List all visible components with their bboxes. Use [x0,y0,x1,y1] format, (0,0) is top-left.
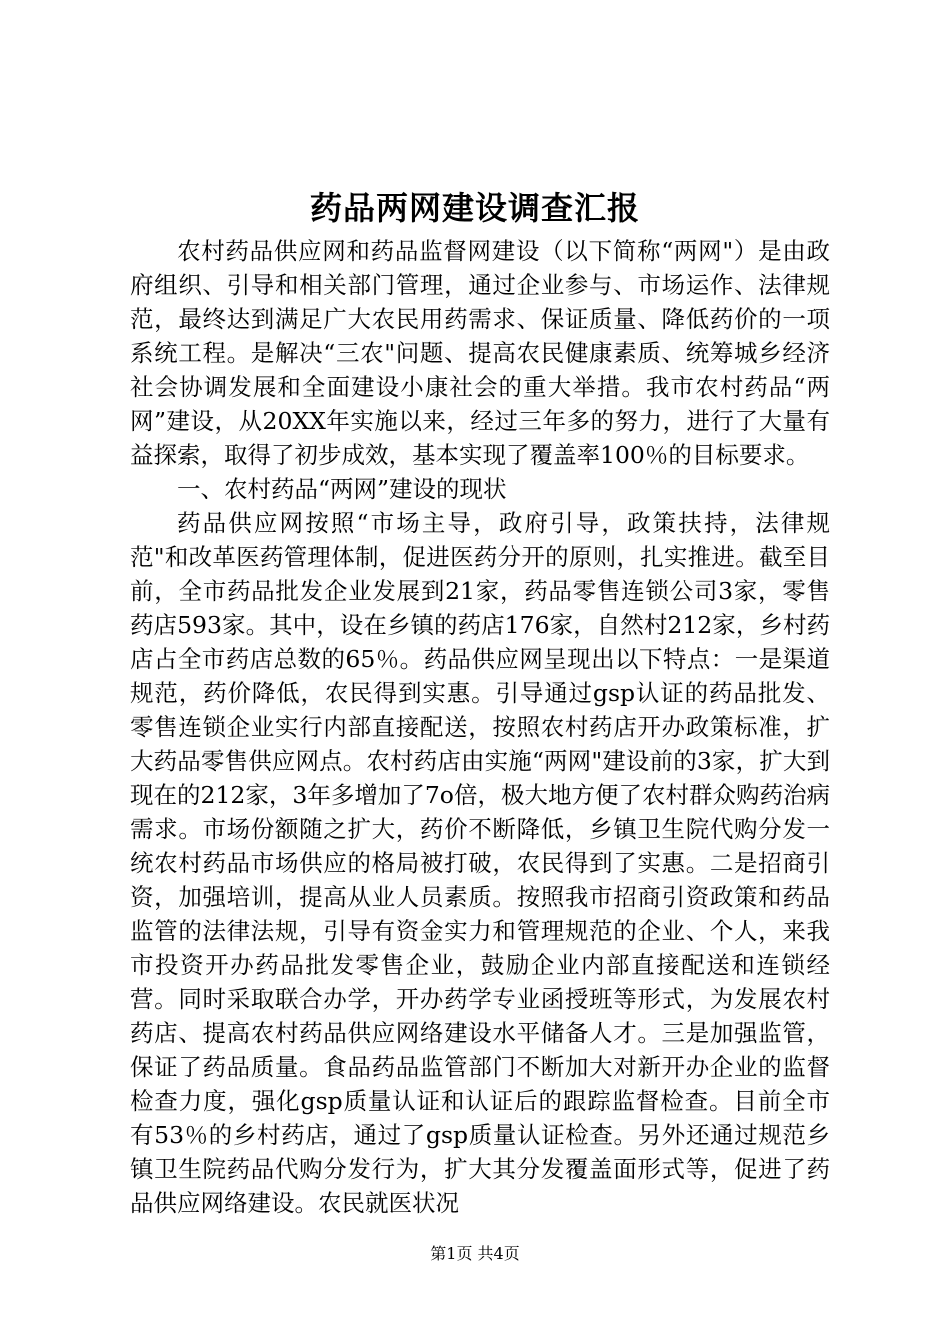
document-body [130,234,830,1220]
section-heading: 一、农村药品“两网”建设的现状 [177,475,507,503]
body-paragraph-intro: 农村药品供应网和药品监督网建设（以下简称“两网"）是由政府组织、引导和相关部门管理，通过企业参与、市场运作、法律规范，最终达到满足广大农民用药需求、保证质量、降低药价的一项系统工程。是解决“三农"问题、提高农民健康素质、统筹城乡经济社会协调发展和全面建设小康社会的重大举措。我市农村药品“两网”建设，从20XX年实施以来，经过三年多的努力，进行了大量有益探索，取得了初步成效，基本实现了覆盖率100％的目标要求。 [130,237,830,469]
body-paragraph-status: 药品供应网按照“市场主导，政府引导，政策扶持，法律规范"和改革医药管理体制，促进医药分开的原则，扎实推进。截至目前，全市药品批发企业发展到21家，药品零售连锁公司3家，零售药店593家。其中，设在乡镇的药店176家，自然村212家，乡村药店占全市药店总数的65％。药品供应网呈现出以下特点：一是渠道规范，药价降低，农民得到实惠。引导通过gsp认证的药品批发、零售连锁企业实行内部直接配送，按照农村药店开办政策标准，扩大药品零售供应网点。农村药店由实施“两网"建设前的3家，扩大到现在的212家，3年多增加了7o倍，极大地方便了农村群众购药治病需求。市场份额随之扩大，药价不断降低，乡镇卫生院代购分发一统农村药品市场供应的格局被打破，农民得到了实惠。二是招商引资，加强培训，提高从业人员素质。按照我市招商引资政策和药品监管的法律法规，引导有资金实力和管理规范的企业、个人，来我市投资开办药品批发零售企业，鼓励企业内部直接配送和连锁经营。同时采取联合办学，开办药学专业函授班等形式，为发展农村药店、提高农村药品供应网络建设水平储备人才。三是加强监管，保证了药品质量。食品药品监管部门不断加大对新开办企业的监督检查力度，强化gsp质量认证和认证后的跟踪监督检查。目前全市有53％的乡村药店，通过了gsp质量认证检查。另外还通过规范乡镇卫生院药品代购分发行为，扩大其分发覆盖面形式等，促进了药品供应网络建设。农民就医状况 [130,509,830,1217]
page-footer: 第1页 共4页 [430,1244,520,1263]
document-title: 药品两网建设调查汇报 [309,189,640,227]
